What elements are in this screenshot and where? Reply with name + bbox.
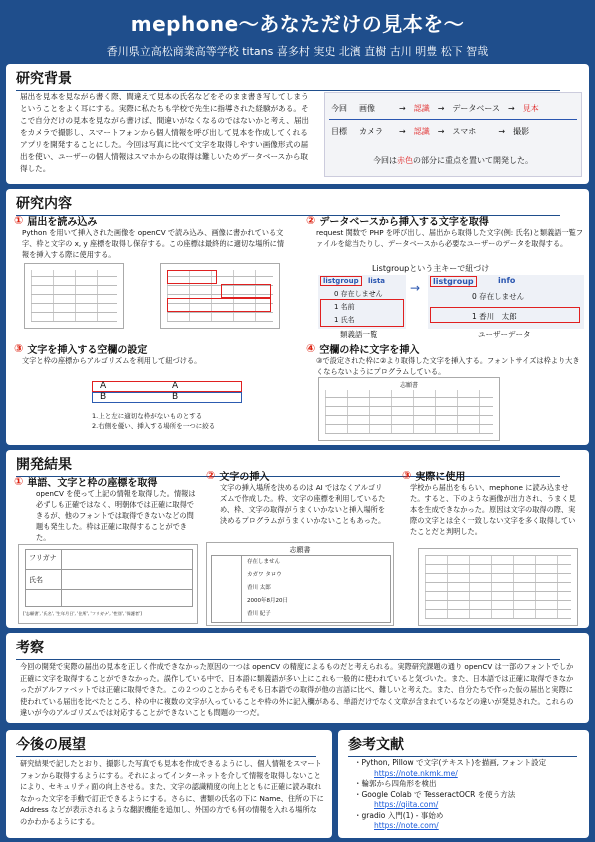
discussion-body: 今回の開発で実際の届出の見本を正しく作成できなかった原因の一つは openCV の精度によるものだと考えられる。実際研究課題の通り openCV は一部のフォントでしか正確に文字を取得することができなかった。誤作している中で、日本語に類義語が多い上にこれも一般的に使われていると気づいた。また、日本語では正確に取得できなかったがアルファベットでは正確に取得できた。この２つのことからそもそも日本語での取得が他の言語に比べ、難しいと考えた。また、自分たちで作った仮の届出と実際に使われている届出を比べたところ、枠の中に複数の文字が入っていることや枠の外に記入欄がある、単語だけでなく文章が含まれているなどの違いが発見された。これらの違いが今のアルゴリズムでは対応することができないことも問題の一つだ。 <box>20 662 574 717</box>
filled-form-image <box>318 377 500 441</box>
plan-note-text: 今回は <box>373 156 397 165</box>
plan-note-red: 赤色 <box>397 156 413 165</box>
method-step-4-heading <box>306 341 419 356</box>
db-right-caption: ユーザーデータ <box>478 330 531 339</box>
reference-item: ・Python, Pillow で文字(テキスト)を描画, フォント設定 <box>354 758 547 767</box>
plan-step: カメラ <box>359 127 383 136</box>
cell-label: A <box>100 381 107 391</box>
step-title: 単語、文字と枠の座標を取得 <box>27 478 158 489</box>
detected-words-output: ['志願書', '氏名', '生年月日', '住所', 'フリガナ', '性別', '保護者'] <box>23 611 142 616</box>
plan-step: データベース <box>452 104 501 113</box>
step-title: 届出を読み込み <box>27 217 98 228</box>
method-step-3-heading <box>14 341 147 356</box>
arrow-icon: → <box>399 104 406 113</box>
arrow-icon: → <box>498 127 506 136</box>
db-right-table <box>428 275 584 329</box>
db-key-column: listgroup <box>320 276 362 286</box>
db-caption-top: Listgroupという主キーで紐づけ <box>372 264 490 273</box>
reference-link[interactable]: https://note.com/ <box>374 821 439 830</box>
section-references <box>338 730 589 838</box>
db-column: info <box>498 276 516 285</box>
real-form-output-image <box>418 548 578 626</box>
step-number: ② <box>206 469 216 482</box>
method-step-3-body: 文字と枠の座標からアルゴリズムを利用して紐づける。 <box>22 356 202 365</box>
plan-row-goal <box>331 126 529 137</box>
method-step-2-heading <box>306 213 489 228</box>
arrow-icon: → <box>399 127 406 136</box>
step-number: ③ <box>14 342 24 355</box>
db-row: 0 存在しません <box>334 290 383 298</box>
plan-step-highlight: 見本 <box>522 104 539 113</box>
section-title-discussion: 考察 <box>6 633 589 655</box>
step-title: 空欄の枠に文字を挿入 <box>319 345 420 356</box>
form-scan-image <box>24 263 124 329</box>
poster-header <box>0 0 595 60</box>
detection-result-image <box>18 544 198 624</box>
db-key-column: listgroup <box>430 276 477 287</box>
form-row-value: 香川 太郎 <box>247 585 271 591</box>
form-field-label: フリガナ <box>29 554 57 562</box>
section-background <box>6 64 589 184</box>
section-title-method: 研究内容 <box>6 189 589 211</box>
form-detected-image <box>160 263 280 329</box>
cell-label: B <box>100 392 107 402</box>
db-left-table <box>318 275 406 329</box>
plan-step: 撮影 <box>513 127 530 136</box>
db-row: 1 香川 太郎 <box>472 312 517 321</box>
section-title-results: 開発結果 <box>6 450 589 472</box>
reference-link[interactable]: https://qiita.com/ <box>374 800 439 809</box>
arrow-icon: → <box>508 104 515 113</box>
result-1-heading <box>14 474 157 489</box>
plan-step-highlight: 認識 <box>413 127 430 136</box>
arrow-icon: → <box>410 281 421 295</box>
step-number: ① <box>14 475 24 488</box>
plan-row-current <box>331 103 539 114</box>
section-results <box>6 450 589 628</box>
result-2-body: 文字の挿入場所を決めるのは AI ではなくアルゴリズムで作成した。枠、文字の座標を利用しているため、枠、文字の取得がうまくいかないと挿入場所を決めるプログラムがうまくいかないこともあった。 <box>220 483 386 525</box>
db-diagram <box>318 263 584 339</box>
step-title: 実際に使用 <box>415 472 466 483</box>
section-future <box>6 730 332 838</box>
cell-label: A <box>172 381 179 391</box>
result-3-heading <box>402 468 465 483</box>
cell-label: B <box>172 392 179 402</box>
reference-item: ・Google Colab で TesseractOCR を使う方法 <box>354 789 516 799</box>
section-title-future: 今後の展望 <box>6 730 332 752</box>
method-step-4-body: ③で設定された枠に②より取得した文字を挿入する。フォントサイズは枠より大きくならないようにプログラムしている。 <box>316 356 580 376</box>
section-method <box>6 189 589 445</box>
plan-divider <box>329 119 577 120</box>
section-title-background: 研究背景 <box>6 64 589 86</box>
inserted-form-image <box>206 542 394 626</box>
cell-caption: 1.上と左に適切な枠がないものとする <box>92 412 203 420</box>
form-row-value: 2000年8月20日 <box>247 598 288 604</box>
form-row-value: カガワ タロウ <box>247 572 282 578</box>
db-left-caption: 類義語一覧 <box>340 330 378 339</box>
step-number: ① <box>14 214 24 227</box>
plan-row-label: 今回 <box>331 104 347 113</box>
plan-row-label: 目標 <box>331 127 347 136</box>
db-row: 1 氏名 <box>334 316 355 324</box>
result-1-body: openCV を使って上記の情報を取得した。情報は必ずしも正確ではなく、明朝体では正確に取得できるが、他のフォントでは取得できないなどの問題も発生した。枠は正確に取得することができた。 <box>36 489 196 542</box>
arrow-icon: → <box>437 127 445 136</box>
reference-list <box>354 758 546 832</box>
plan-step: スマホ <box>452 127 477 136</box>
plan-step-highlight: 認識 <box>413 104 430 113</box>
plan-step: 画像 <box>359 104 375 113</box>
step-number: ② <box>306 214 316 227</box>
result-2-heading <box>206 468 269 483</box>
plan-note <box>325 155 581 166</box>
cell-diagram <box>92 381 242 441</box>
cell-caption: 2.右側を優い、挿入する場所を一つに絞る <box>92 422 216 430</box>
reference-item: ・輪郭から四角形を検出 <box>354 779 437 788</box>
method-step-2-body: request 関数で PHP を呼び出し、届出から取得した文字(例: 氏名)と類義語一覧ファイルを総当たりし、データベースから必要なユーザーのデータを取得する。 <box>316 228 584 248</box>
form-row-value: 存在しません <box>247 559 281 565</box>
step-title: データベースから挿入する文字を取得 <box>319 217 489 228</box>
plan-table <box>324 92 582 177</box>
future-body: 研究結果で記したとおり、撮影した写真でも見本を作成できるようにし、個人情報をスマートフォンから取得するようにする。それによってインターネットを介して情報を取得しないことにより、セキュリティ面の向上させる。また、文字の認識精度の向上とともに正確に読み取れなかった文字を手動で訂正できるようにする。さらに、書類の氏名の下に Name、住所の下に Address などが表示されるような翻訳機能を追加し、外国の方でも何の情報を入れる場所なのかわかるようにする。 <box>20 759 324 826</box>
poster-title: mephone〜あなただけの見本を〜 <box>130 12 465 36</box>
background-body: 届出を見本を見ながら書く際、間違えて見本の氏名などをそのまま書き写してしまうということをよく耳にする。実際に私たちも学校で先生に指導された経験がある。そこで自分だけの見本を見ながら書けば、間違いがなくなるのではないかと考え、届出をカメラで撮影し、スマートフォンから個人情報を呼び出して見本を作成してくれるアプリを開発することにした。今回は写真に比べて文字を取得しやすい画像形式の届出を使い、ユーザーの個人情報はスマホからの取得は難しいためデータベースから取得した。 <box>20 92 310 173</box>
section-discussion <box>6 633 589 723</box>
db-row: 0 存在しません <box>472 292 525 301</box>
step-number: ③ <box>402 469 412 482</box>
form-field-label: 氏名 <box>29 576 43 584</box>
step-number: ④ <box>306 342 316 355</box>
form-row-value: 香川 紀子 <box>247 611 271 617</box>
method-step-1-heading <box>14 213 97 228</box>
reference-link[interactable]: https://note.nkmk.me/ <box>374 768 458 778</box>
reference-item: ・gradio 入門(1) - 事始め <box>354 810 444 820</box>
plan-note-text: の部分に重点を置いて開発した。 <box>413 156 533 165</box>
poster-authors: 香川県立高松商業高等学校 titans 喜多村 実史 北濱 直樹 古川 明豊 松下 智哉 <box>106 45 489 58</box>
form-title: 志願書 <box>399 382 418 389</box>
db-column: lista <box>368 277 386 285</box>
result-3-body: 学校から届出をもらい、mephone に読み込ませた。すると、下のような画像が出力され、うまく見本を生成できなかった。原因は文字の取得の際、実際の文字とは全く一致しない文字を多く取得していたことだと判明した。 <box>410 483 576 536</box>
step-title: 文字の挿入 <box>219 472 270 483</box>
section-title-references: 参考文献 <box>338 730 589 752</box>
method-step-1-body: Python を用いて挿入された画像を openCV で読み込み、画像に書かれている文字、枠と文字の x, y 座標を取得し保存する。この座標は最終的に適切な場所に情報を挿入する際に使用する。 <box>22 228 285 259</box>
arrow-icon: → <box>437 104 445 113</box>
step-title: 文字を挿入する空欄の設定 <box>27 345 148 356</box>
form-title: 志願書 <box>289 546 311 554</box>
db-row: 1 名前 <box>334 303 355 311</box>
